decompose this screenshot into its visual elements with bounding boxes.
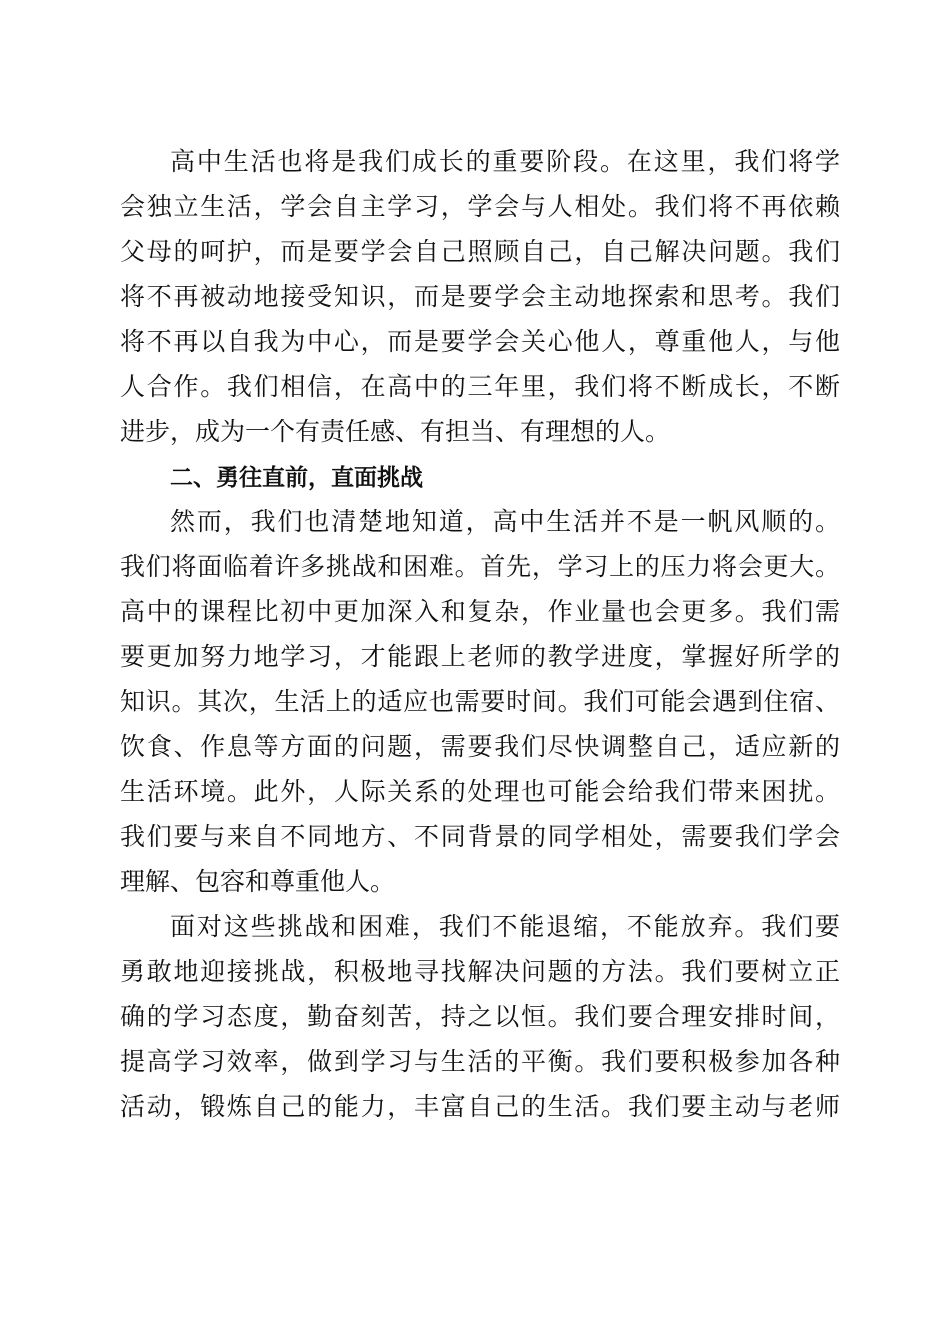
paragraph-2-line-1: 然而，我们也清楚地知道，高中生活并不是一帆风顺的。	[170, 507, 840, 536]
paragraph-2-line-7: 生活环境。此外，人际关系的处理也可能会给我们带来困扰。	[120, 777, 840, 806]
paragraph-2-line-5: 知识。其次，生活上的适应也需要时间。我们可能会遇到住宿、	[120, 687, 840, 716]
paragraph-2-line-3: 高中的课程比初中更加深入和复杂，作业量也会更多。我们需	[120, 597, 840, 626]
paragraph-2-line-4: 要更加努力地学习，才能跟上老师的教学进度，掌握好所学的	[120, 642, 840, 671]
paragraph-3-line-1: 面对这些挑战和困难，我们不能退缩，不能放弃。我们要	[170, 912, 840, 941]
paragraph-1-line-3: 父母的呵护，而是要学会自己照顾自己，自己解决问题。我们	[120, 237, 840, 266]
paragraph-1-line-4: 将不再被动地接受知识，而是要学会主动地探索和思考。我们	[120, 282, 840, 311]
paragraph-3-line-3: 确的学习态度，勤奋刻苦，持之以恒。我们要合理安排时间，	[120, 1002, 840, 1031]
paragraph-1-line-2: 会独立生活，学会自主学习，学会与人相处。我们将不再依赖	[120, 192, 840, 221]
paragraph-1-line-7: 进步，成为一个有责任感、有担当、有理想的人。	[120, 417, 671, 446]
paragraph-2-line-2: 我们将面临着许多挑战和困难。首先，学习上的压力将会更大。	[120, 552, 840, 581]
paragraph-2-line-9: 理解、包容和尊重他人。	[120, 867, 396, 896]
paragraph-1-line-6: 人合作。我们相信，在高中的三年里，我们将不断成长，不断	[120, 372, 840, 401]
paragraph-1-line-1: 高中生活也将是我们成长的重要阶段。在这里，我们将学	[170, 147, 840, 176]
paragraph-3-line-2: 勇敢地迎接挑战，积极地寻找解决问题的方法。我们要树立正	[120, 957, 840, 986]
paragraph-3-line-4: 提高学习效率，做到学习与生活的平衡。我们要积极参加各种	[120, 1047, 840, 1076]
paragraph-3-line-5: 活动，锻炼自己的能力，丰富自己的生活。我们要主动与老师	[120, 1092, 840, 1121]
paragraph-1-line-5: 将不再以自我为中心，而是要学会关心他人，尊重他人，与他	[120, 327, 840, 356]
section-heading: 二、勇往直前，直面挑战	[170, 465, 423, 491]
paragraph-2-line-6: 饮食、作息等方面的问题，需要我们尽快调整自己，适应新的	[120, 732, 840, 761]
paragraph-2-line-8: 我们要与来自不同地方、不同背景的同学相处，需要我们学会	[120, 822, 840, 851]
